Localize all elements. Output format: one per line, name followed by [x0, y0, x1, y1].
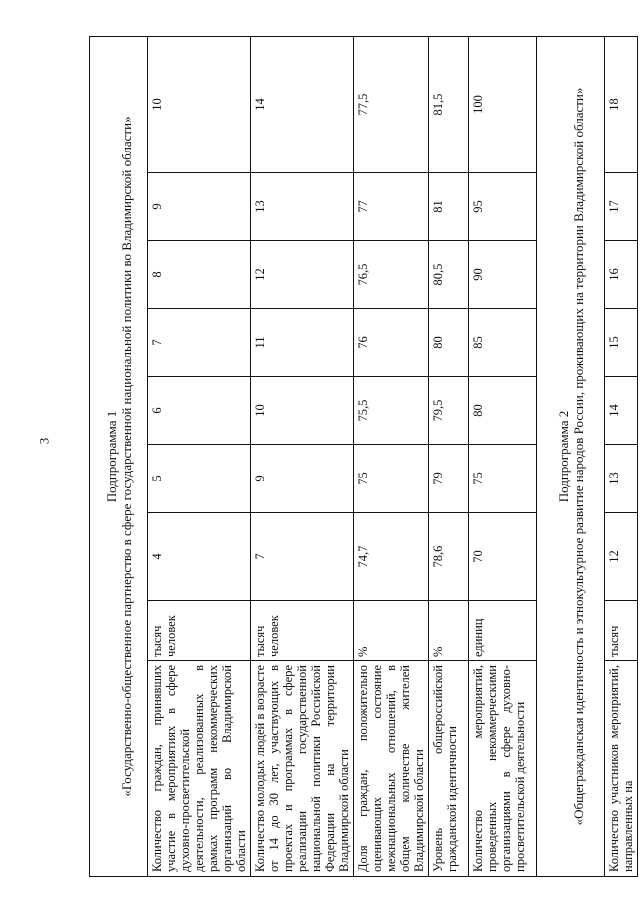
value-cell: 81,5 — [429, 36, 469, 172]
indicator-unit: тысяч — [605, 601, 638, 661]
value-cell: 80,5 — [429, 241, 469, 309]
value-cell: 95 — [469, 173, 537, 241]
table-row — [354, 36, 429, 876]
value-cell: 18 — [605, 36, 638, 172]
indicator-unit: тысяч человек — [148, 601, 251, 661]
subprogram-1-subtitle: «Государственно-общественное партнерство в сфере государственной национальной политики во Владимирской области» — [118, 116, 134, 797]
value-cell: 70 — [469, 513, 537, 601]
value-cell: 75 — [354, 445, 429, 513]
value-cell: 10 — [148, 36, 251, 172]
value-cell: 15 — [605, 309, 638, 377]
value-cell: 75 — [469, 445, 537, 513]
value-cell: 80 — [429, 309, 469, 377]
value-cell: 78,6 — [429, 513, 469, 601]
indicator-unit: единиц — [469, 601, 537, 661]
value-cell: 13 — [605, 445, 638, 513]
indicators-table — [89, 36, 638, 877]
value-cell: 12 — [251, 241, 354, 309]
value-cell: 79 — [429, 445, 469, 513]
value-cell: 80 — [469, 377, 537, 445]
table-row — [469, 36, 537, 876]
value-cell: 76,5 — [354, 241, 429, 309]
value-cell: 81 — [429, 173, 469, 241]
subprogram-2-header — [537, 36, 605, 876]
value-cell: 11 — [251, 309, 354, 377]
indicator-label: Количество мероприятий, проведенных некоммерческими организациями в сфере духовно-просветительской деятельности — [469, 661, 537, 877]
value-cell: 10 — [251, 377, 354, 445]
value-cell: 12 — [605, 513, 638, 601]
indicator-unit: % — [429, 601, 469, 661]
indicator-label: Количество участников мероприятий, направленных на — [605, 661, 638, 877]
value-cell: 100 — [469, 36, 537, 172]
indicator-unit: тысяч человек — [251, 601, 354, 661]
value-cell: 4 — [148, 513, 251, 601]
value-cell: 9 — [251, 445, 354, 513]
value-cell: 9 — [148, 173, 251, 241]
value-cell: 13 — [251, 173, 354, 241]
value-cell: 77,5 — [354, 36, 429, 172]
value-cell: 8 — [148, 241, 251, 309]
table-row — [429, 36, 469, 876]
value-cell: 5 — [148, 445, 251, 513]
table-row — [605, 36, 638, 876]
value-cell: 6 — [148, 377, 251, 445]
value-cell: 16 — [605, 241, 638, 309]
subprogram-2-subtitle: «Общегражданская идентичность и этнокультурное развитие народов России, проживающих на территории Владимирской области» — [570, 87, 586, 826]
value-cell: 74,7 — [354, 513, 429, 601]
indicator-unit: % — [354, 601, 429, 661]
table-row — [148, 36, 251, 876]
page-number: 3 — [36, 437, 52, 445]
indicator-label: Количество молодых людей в возрасте от 14 до 30 лет, участвующих в проектах и программах в сфере реализации государственной национальной политики Российской Федерации на территории Владимирской области — [251, 661, 354, 877]
value-cell: 7 — [148, 309, 251, 377]
value-cell: 79,5 — [429, 377, 469, 445]
rotated-table-container — [89, 37, 635, 877]
value-cell: 76 — [354, 309, 429, 377]
value-cell: 14 — [605, 377, 638, 445]
indicator-label: Количество граждан, принявших участие в мероприятиях в сфере духовно-просветительской деятельности, реализованных в рамках программ некоммерческих организаций во Владимирской области — [148, 661, 251, 877]
value-cell: 85 — [469, 309, 537, 377]
value-cell: 75,5 — [354, 377, 429, 445]
subprogram-2-title: Подпрограмма 2 — [555, 410, 571, 503]
value-cell: 77 — [354, 173, 429, 241]
value-cell: 90 — [469, 241, 537, 309]
subprogram-1-header-row — [90, 36, 148, 876]
table-row — [251, 36, 354, 876]
indicator-label: Уровень общероссийской гражданской идентичности — [429, 661, 469, 877]
indicator-label: Доля граждан, положительно оценивающих состояние межнациональных отношений, в общем количестве жителей Владимирской области — [354, 661, 429, 877]
subprogram-1-header — [90, 36, 148, 876]
value-cell: 17 — [605, 173, 638, 241]
subprogram-2-header-row — [537, 36, 605, 876]
value-cell: 7 — [251, 513, 354, 601]
subprogram-1-title: Подпрограмма 1 — [103, 410, 119, 503]
value-cell: 14 — [251, 36, 354, 172]
